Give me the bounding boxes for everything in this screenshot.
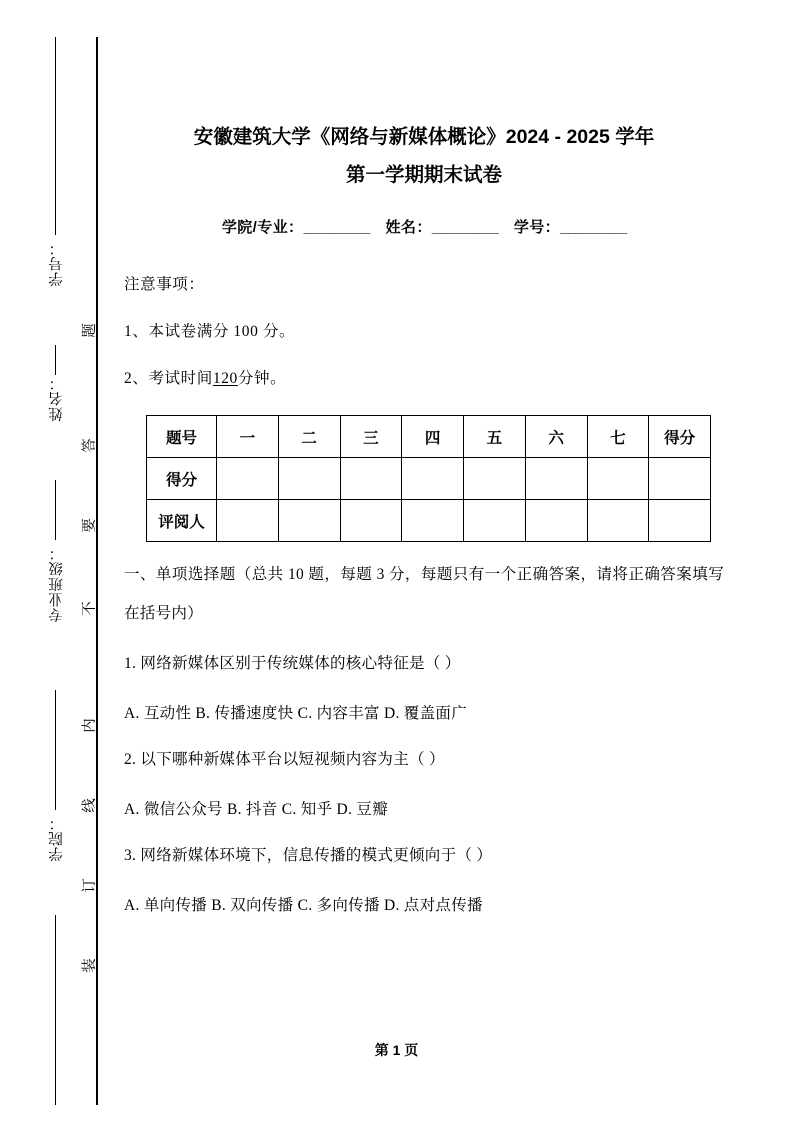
notice-block — [124, 237, 724, 402]
question-options-1: A. 互动性 B. 传播速度快 C. 内容丰富 D. 覆盖面广 — [124, 705, 467, 722]
table-cell-score-input[interactable] — [217, 458, 279, 500]
college-major-label: 学院/专业： — [221, 219, 304, 236]
table-cell-reviewer-input[interactable] — [278, 500, 340, 542]
table-cell: 四 — [402, 416, 464, 458]
binding-label-name: 姓名： — [48, 375, 65, 422]
table-cell: 六 — [525, 416, 587, 458]
binding-seal-char: 订 — [81, 878, 98, 893]
score-table — [146, 415, 711, 542]
table-cell: 一 — [217, 416, 279, 458]
table-cell: 得分 — [147, 458, 217, 500]
binding-sidebar — [0, 0, 100, 1122]
binding-seal-char: 装 — [81, 958, 98, 973]
student-id-blank[interactable]: _________ — [560, 219, 627, 236]
binding-student-info-column — [36, 37, 76, 1105]
table-row — [147, 458, 711, 500]
question-options-2: A. 微信公众号 B. 抖音 C. 知乎 D. 豆瓣 — [124, 801, 388, 818]
exam-title-line-2: 第一学期期末试卷 — [345, 164, 502, 186]
name-label: 姓名： — [385, 219, 432, 236]
table-cell-reviewer-input[interactable] — [340, 500, 402, 542]
binding-label-student-id: 学号： — [48, 240, 65, 287]
student-info-line — [124, 194, 724, 237]
table-cell: 五 — [464, 416, 526, 458]
questions-section — [124, 542, 724, 921]
score-table-container — [124, 402, 724, 542]
college-major-blank[interactable]: _________ — [303, 219, 370, 236]
binding-rule-segment — [55, 37, 56, 235]
table-cell-reviewer-input[interactable] — [217, 500, 279, 542]
question-stem-1: 1. 网络新媒体区别于传统媒体的核心特征是（ ） — [124, 655, 461, 672]
student-id-label: 学号： — [513, 219, 561, 236]
binding-seal-char: 答 — [81, 438, 98, 453]
page-footer — [0, 1040, 793, 1060]
section-heading-multiple-choice: 一、单项选择题（总共 10 题，每题 3 分，每题只有一个正确答案，请将正确答案填写在括号内） — [124, 566, 724, 622]
table-cell-score-input[interactable] — [649, 458, 711, 500]
table-cell-reviewer-input[interactable] — [464, 500, 526, 542]
table-cell-score-input[interactable] — [402, 458, 464, 500]
question-stem-3: 3. 网络新媒体环境下，信息传播的模式更倾向于（ ） — [124, 847, 493, 864]
table-cell-score-input[interactable] — [525, 458, 587, 500]
binding-rule-segment — [55, 345, 56, 375]
binding-seal-line-text-column — [76, 37, 100, 1105]
binding-rule-segment — [55, 690, 56, 810]
binding-rule-segment — [55, 480, 56, 540]
binding-seal-char: 题 — [81, 323, 98, 338]
table-cell-reviewer-input[interactable] — [402, 500, 464, 542]
table-cell-score-input[interactable] — [587, 458, 649, 500]
table-cell-score-input[interactable] — [464, 458, 526, 500]
question-options-3: A. 单向传播 B. 双向传播 C. 多向传播 D. 点对点传播 — [124, 897, 483, 914]
table-cell: 题号 — [147, 416, 217, 458]
exam-title-line-1: 安徽建筑大学《网络与新媒体概论》2024 - 2025 学年 — [193, 126, 655, 148]
notice-item-2 — [124, 355, 724, 402]
table-cell: 评阅人 — [147, 500, 217, 542]
table-cell-reviewer-input[interactable] — [587, 500, 649, 542]
table-cell-score-input[interactable] — [278, 458, 340, 500]
page-title — [124, 0, 724, 194]
notice-heading: 注意事项： — [124, 276, 205, 293]
table-cell: 七 — [587, 416, 649, 458]
binding-seal-char: 线 — [81, 798, 98, 813]
exam-duration-value: 120 — [212, 370, 238, 387]
notice-item-2-suffix: 分钟。 — [237, 370, 287, 387]
table-cell: 三 — [340, 416, 402, 458]
notice-item-1: 1、本试卷满分 100 分。 — [124, 323, 296, 340]
binding-seal-char: 不 — [81, 601, 98, 616]
table-row — [147, 500, 711, 542]
binding-seal-char: 内 — [81, 718, 98, 733]
question-stem-2: 2. 以下哪种新媒体平台以短视频内容为主（ ） — [124, 751, 445, 768]
notice-item-2-prefix: 2、考试时间 — [124, 370, 213, 387]
name-blank[interactable]: _________ — [431, 219, 498, 236]
binding-rule-segment — [55, 915, 56, 1105]
binding-label-class: 专业班级： — [48, 545, 65, 623]
binding-label-college: 学院： — [48, 815, 65, 862]
table-cell-score-input[interactable] — [340, 458, 402, 500]
binding-seal-char: 要 — [81, 518, 98, 533]
exam-paper-content — [124, 0, 724, 1122]
table-cell-reviewer-input[interactable] — [649, 500, 711, 542]
table-cell: 二 — [278, 416, 340, 458]
table-cell-reviewer-input[interactable] — [525, 500, 587, 542]
page-number-label: 第 1 页 — [374, 1042, 419, 1058]
table-cell: 得分 — [649, 416, 711, 458]
table-row — [147, 416, 711, 458]
